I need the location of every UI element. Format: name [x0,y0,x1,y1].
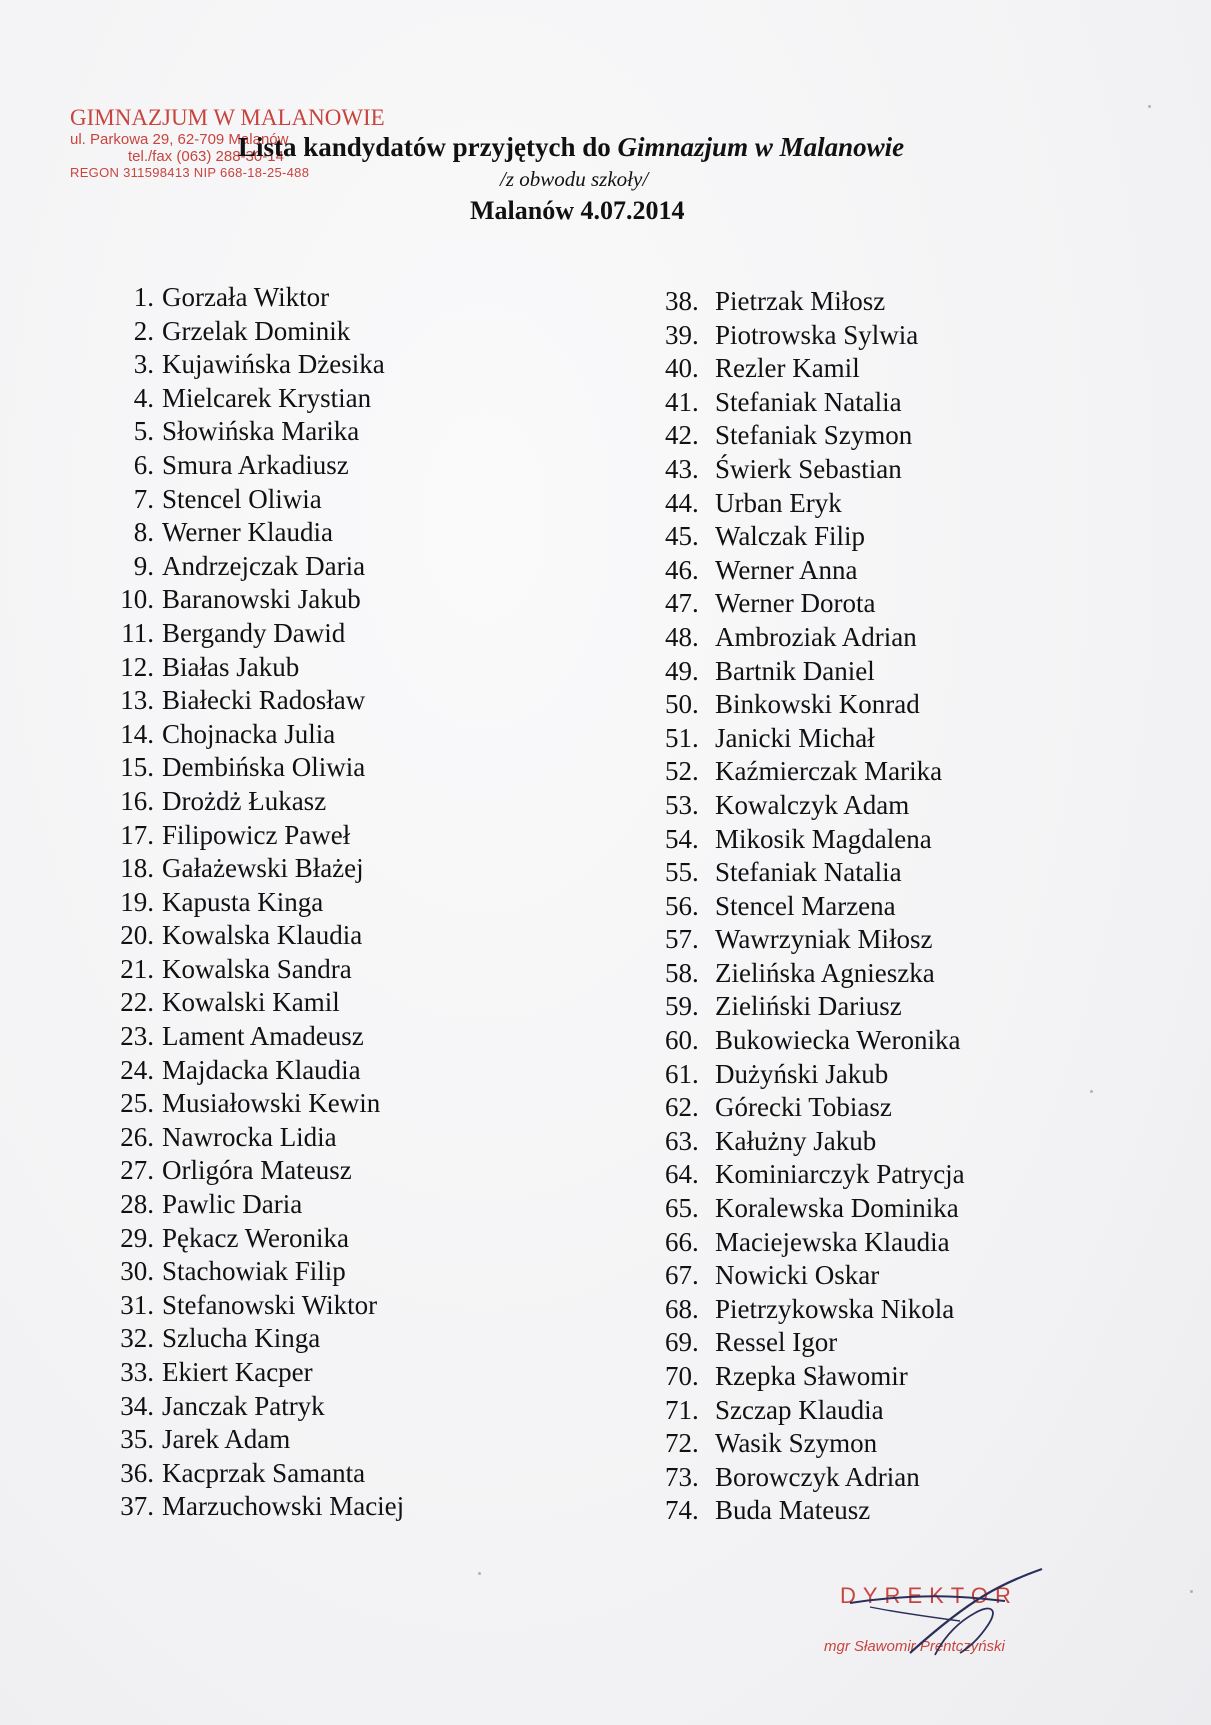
list-item-number: 67. [665,1260,699,1291]
list-item-number: 15. [120,752,154,783]
list-item-name: Wawrzyniak Miłosz [715,924,933,955]
list-item [665,1461,965,1495]
list-item [110,1255,404,1289]
list-item-number: 68. [665,1293,699,1324]
list-item-name: Stachowiak Filip [162,1256,346,1287]
list-item-number: 32. [120,1323,154,1354]
list-item-number: 44. [665,487,699,518]
list-item-name: Białecki Radosław [162,685,366,716]
list-item-number: 19. [120,886,154,917]
list-item [110,986,404,1020]
list-item-name: Ambroziak Adrian [715,621,917,652]
list-item-number: 5. [133,416,154,447]
list-item-number: 37. [120,1491,154,1522]
list-item-name: Andrzejczak Daria [162,550,366,581]
candidate-list-right [665,285,965,1528]
list-item-name: Filipowicz Paweł [162,819,351,850]
scan-speck [1148,105,1151,108]
list-item [110,919,404,953]
list-item-number: 66. [665,1226,699,1257]
list-item-name: Janicki Michał [715,722,875,753]
list-item-name: Bartnik Daniel [715,655,875,686]
list-item-number: 31. [120,1289,154,1320]
list-item-number: 39. [665,319,699,350]
list-item [665,285,965,319]
list-item-number: 47. [665,588,699,619]
list-item-name: Zielińska Agnieszka [715,957,935,988]
list-item [665,823,965,857]
list-item-name: Bergandy Dawid [162,617,346,648]
list-item-name: Dużyński Jakub [715,1058,889,1089]
signature-title: DYREKTOR [840,1583,1018,1608]
list-item-number: 46. [665,554,699,585]
list-item-number: 58. [665,957,699,988]
list-item [665,453,965,487]
list-item-number: 49. [665,655,699,686]
list-item-number: 43. [665,453,699,484]
list-item [665,990,965,1024]
list-item-number: 54. [665,823,699,854]
list-item-number: 42. [665,420,699,451]
list-item-number: 56. [665,890,699,921]
list-item-number: 34. [120,1390,154,1421]
list-item-name: Pietrzak Miłosz [715,286,886,316]
list-item-number: 27. [120,1155,154,1186]
list-item-name: Stefaniak Natalia [715,857,902,888]
list-item-number: 23. [120,1021,154,1052]
list-item-name: Jarek Adam [162,1424,291,1455]
list-item-number: 12. [120,651,154,682]
list-item [665,789,965,823]
list-item-number: 60. [665,1025,699,1056]
list-item [665,1259,965,1293]
list-item-name: Majdacka Klaudia [162,1054,361,1085]
list-item-name: Werner Klaudia [162,517,333,548]
list-item-name: Nowicki Oskar [715,1260,880,1291]
list-item-number: 62. [665,1092,699,1123]
list-item [665,1427,965,1461]
list-item [665,520,965,554]
list-item-number: 52. [665,756,699,787]
list-item-number: 4. [133,382,154,413]
list-item-name: Pietrzykowska Nikola [715,1293,955,1324]
list-item-name: Chojnacka Julia [162,718,336,749]
list-item-number: 50. [665,689,699,720]
list-item-name: Ekiert Kacper [162,1357,313,1387]
handwritten-signature-icon [810,1555,1070,1665]
list-item [110,953,404,987]
list-item-number: 17. [120,819,154,850]
list-item [665,554,965,588]
list-item-name: Kapusta Kinga [162,886,324,917]
list-item [110,1121,404,1155]
list-item [110,583,404,617]
list-item-name: Musiałowski Kewin [162,1088,381,1119]
list-item-number: 35. [120,1424,154,1455]
list-item-number: 40. [665,353,699,384]
list-item [110,852,404,886]
list-item [665,1125,965,1159]
list-item-name: Grzelak Dominik [162,315,351,346]
list-item-number: 48. [665,621,699,652]
list-item-name: Bukowiecka Weronika [715,1025,961,1056]
list-item [665,957,965,991]
list-item [110,1154,404,1188]
list-item-number: 11. [121,617,154,648]
list-item [110,886,404,920]
list-item-name: Nawrocka Lidia [162,1121,337,1152]
list-item-number: 69. [665,1327,699,1358]
list-item [110,617,404,651]
document-date: Malanów 4.07.2014 [470,196,685,225]
list-item [110,651,404,685]
list-item-name: Białas Jakub [162,651,300,682]
list-item-name: Walczak Filip [715,521,866,552]
list-item-number: 38. [665,286,699,316]
list-item [665,621,965,655]
list-item-number: 10. [120,584,154,615]
list-item [110,819,404,853]
list-item-number: 73. [665,1461,699,1492]
signature-name: mgr Sławomir Prentczyński [824,1638,1005,1655]
list-item-name: Pawlic Daria [162,1189,303,1220]
list-item-number: 71. [665,1394,699,1425]
list-item [110,1054,404,1088]
list-item-number: 53. [665,789,699,820]
list-item-number: 26. [120,1121,154,1152]
list-item-name: Buda Mateusz [715,1495,871,1526]
list-item [110,1490,404,1524]
list-item [110,1087,404,1121]
list-item-number: 2. [133,315,154,346]
list-item [110,415,404,449]
title-plain: Lista kandydatów przyjętych do [238,132,618,162]
list-item [110,315,404,349]
list-item-name: Kowalski Kamil [162,987,340,1018]
list-item-number: 1. [133,282,154,312]
list-item-number: 41. [665,386,699,417]
list-item-number: 14. [120,718,154,749]
list-item-name: Mikosik Magdalena [715,823,932,854]
list-item [665,1091,965,1125]
list-item-name: Lament Amadeusz [162,1021,364,1052]
list-item-name: Szlucha Kinga [162,1323,321,1354]
list-item-name: Baranowski Jakub [162,584,361,615]
list-item-name: Kowalska Sandra [162,953,352,984]
list-item [665,386,965,420]
list-item [665,1158,965,1192]
list-item-number: 28. [120,1189,154,1220]
list-item-number: 51. [665,722,699,753]
list-item [110,1020,404,1054]
list-item-name: Binkowski Konrad [715,689,920,720]
list-item-name: Rezler Kamil [715,353,860,384]
document-title [238,132,1038,163]
list-item [110,1222,404,1256]
list-item-number: 7. [133,483,154,514]
list-item [110,1356,404,1390]
list-item-name: Borowczyk Adrian [715,1461,920,1492]
list-item-number: 20. [120,920,154,951]
list-item-name: Górecki Tobiasz [715,1092,892,1123]
list-item-name: Kominiarczyk Patrycja [715,1159,965,1190]
list-item [665,655,965,689]
list-item-number: 8. [133,517,154,548]
list-item-number: 65. [665,1193,699,1224]
list-item-name: Werner Dorota [715,588,876,619]
list-item-name: Kujawińska Dżesika [162,349,385,380]
list-item-name: Słowińska Marika [162,416,360,447]
list-item [665,1326,965,1360]
list-item-name: Stefanowski Wiktor [162,1289,378,1320]
list-item-number: 25. [120,1088,154,1119]
list-item-name: Świerk Sebastian [715,453,902,484]
list-item-name: Kowalczyk Adam [715,789,910,820]
list-item-name: Maciejewska Klaudia [715,1226,950,1257]
list-item-name: Rzepka Sławomir [715,1361,908,1391]
scan-speck [1090,1090,1093,1093]
list-item [110,483,404,517]
list-item [665,722,965,756]
list-item [110,785,404,819]
list-item [665,1058,965,1092]
list-item-name: Marzuchowski Maciej [162,1491,405,1522]
list-item-name: Stefaniak Szymon [715,420,913,451]
list-item-name: Gałażewski Błażej [162,853,364,884]
list-item-name: Kacprzak Samanta [162,1457,366,1488]
list-item [665,487,965,521]
list-item-number: 74. [665,1495,699,1526]
list-item [665,1024,965,1058]
list-item [665,587,965,621]
candidate-list-left [110,281,404,1524]
list-item-number: 61. [665,1058,699,1089]
list-item-name: Mielcarek Krystian [162,382,372,413]
list-item [665,856,965,890]
list-item-name: Kowalska Klaudia [162,920,363,951]
list-item-name: Stefaniak Natalia [715,386,902,417]
document-subtitle: /z obwodu szkoły/ [500,167,649,191]
list-item-number: 29. [120,1222,154,1253]
list-item [110,348,404,382]
list-item-number: 59. [665,991,699,1022]
stamp-school-name: GIMNAZJUM W MALANOWIE [70,105,385,130]
list-item [665,923,965,957]
list-item-number: 57. [665,924,699,955]
list-item [665,1293,965,1327]
list-item-name: Zieliński Dariusz [715,991,902,1022]
list-item [665,1394,965,1428]
list-item-number: 22. [120,987,154,1018]
stamp-ids: REGON 311598413 NIP 668-18-25-488 [70,165,310,180]
list-item-name: Stencel Oliwia [162,483,322,514]
list-item-name: Stencel Marzena [715,890,896,921]
list-item [110,550,404,584]
list-item [110,684,404,718]
list-item [665,319,965,353]
list-item-name: Drożdż Łukasz [162,785,327,816]
list-item-number: 24. [120,1054,154,1085]
list-item-name: Pękacz Weronika [162,1222,349,1253]
list-item [110,382,404,416]
list-item-number: 6. [133,449,154,480]
list-item-number: 72. [665,1428,699,1459]
list-item [665,1226,965,1260]
list-item-number: 36. [120,1457,154,1488]
list-item [665,1360,965,1394]
list-item [665,1494,965,1528]
stamp-address: ul. Parkowa 29, 62-709 Malanów [70,131,289,148]
list-item [110,1423,404,1457]
list-item [110,718,404,752]
list-item-name: Szczap Klaudia [715,1394,884,1425]
list-item [110,1188,404,1222]
list-item-name: Piotrowska Sylwia [715,319,919,350]
list-item-name: Orligóra Mateusz [162,1155,352,1186]
list-item-name: Ressel Igor [715,1327,838,1358]
list-item [110,751,404,785]
list-item-name: Koralewska Dominika [715,1193,959,1224]
list-item-name: Smura Arkadiusz [162,449,349,480]
list-item [665,352,965,386]
list-item [110,516,404,550]
list-item [110,449,404,483]
scan-speck [1190,1590,1193,1593]
list-item [665,419,965,453]
list-item [110,281,404,315]
list-item [665,890,965,924]
list-item-number: 63. [665,1125,699,1156]
list-item-name: Dembińska Oliwia [162,752,366,783]
list-item-number: 55. [665,857,699,888]
list-item-number: 13. [120,685,154,716]
list-item-name: Kaźmierczak Marika [715,756,943,787]
list-item-number: 18. [120,853,154,884]
list-item-name: Kałużny Jakub [715,1125,877,1156]
list-item-number: 9. [133,550,154,581]
list-item [665,688,965,722]
list-item-number: 45. [665,521,699,552]
list-item [110,1457,404,1491]
scan-speck [478,1572,481,1575]
list-item-name: Gorzała Wiktor [162,282,330,312]
list-item [665,755,965,789]
list-item-number: 16. [120,785,154,816]
list-item-number: 21. [120,953,154,984]
list-item-number: 33. [120,1357,154,1387]
list-item [665,1192,965,1226]
list-item [110,1322,404,1356]
list-item-number: 3. [133,349,154,380]
title-italic: Gimnazjum w Malanowie [617,132,905,162]
stamp-phone: tel./fax (063) 288-30-14 [128,148,284,165]
list-item-number: 70. [665,1361,699,1391]
list-item [110,1390,404,1424]
list-item [110,1289,404,1323]
director-signature [810,1555,1070,1665]
list-item-name: Werner Anna [715,554,858,585]
list-item-name: Janczak Patryk [162,1390,325,1421]
list-item-number: 64. [665,1159,699,1190]
list-item-name: Urban Eryk [715,487,842,518]
list-item-number: 30. [120,1256,154,1287]
list-item-name: Wasik Szymon [715,1428,878,1459]
